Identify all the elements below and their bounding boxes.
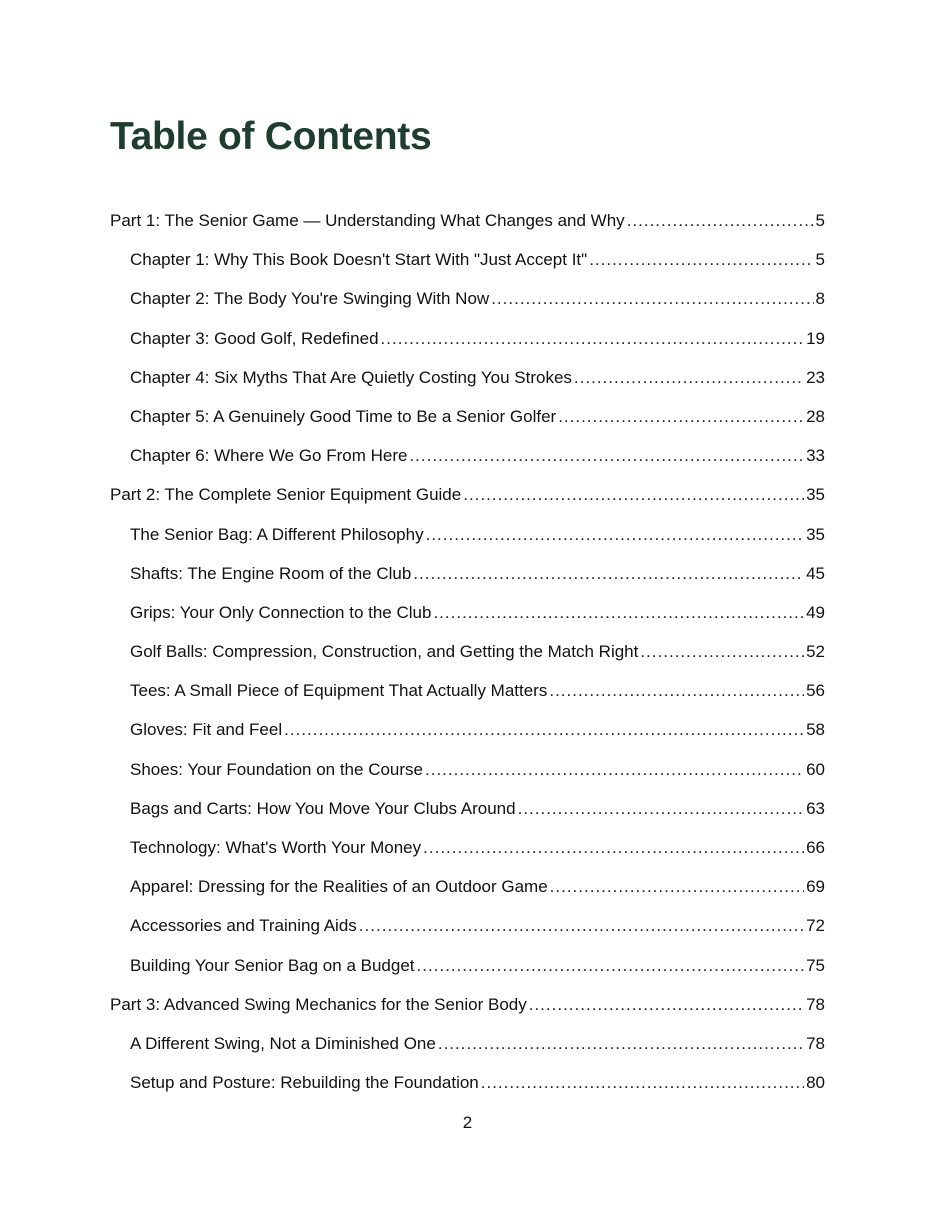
toc-chapter-entry[interactable]	[110, 870, 825, 909]
toc-entry-label: The Senior Bag: A Different Philosophy	[130, 524, 424, 544]
toc-list	[110, 204, 825, 1105]
toc-chapter-entry[interactable]	[110, 322, 825, 361]
toc-entry-label: Chapter 6: Where We Go From Here	[130, 446, 408, 466]
toc-chapter-entry[interactable]	[110, 635, 825, 674]
toc-entry-label: Grips: Your Only Connection to the Club	[130, 602, 432, 622]
toc-entry-label: Chapter 1: Why This Book Doesn't Start With "Just Accept It"	[130, 250, 588, 270]
toc-entry-label: Golf Balls: Compression, Construction, and Getting the Match Right	[130, 642, 639, 662]
toc-dot-leader	[381, 322, 805, 356]
toc-dot-leader	[558, 400, 804, 434]
toc-chapter-entry[interactable]	[110, 753, 825, 792]
toc-entry-label: Building Your Senior Bag on a Budget	[130, 955, 415, 975]
toc-entry-page-number: 60	[806, 759, 825, 779]
toc-entry-label: Gloves: Fit and Feel	[130, 720, 283, 740]
toc-entry-label: Tees: A Small Piece of Equipment That Actually Matters	[130, 681, 548, 701]
toc-entry-page-number: 28	[806, 406, 825, 426]
toc-entry-page-number: 72	[806, 916, 825, 936]
toc-entry-page-number: 78	[806, 1033, 825, 1053]
toc-entry-page-number: 35	[806, 485, 825, 505]
toc-entry-label: Technology: What's Worth Your Money	[130, 838, 422, 857]
toc-dot-leader	[640, 635, 804, 669]
toc-dot-leader	[550, 870, 804, 904]
toc-entry-page-number: 33	[806, 446, 825, 466]
toc-dot-leader	[426, 518, 804, 552]
toc-chapter-entry[interactable]	[110, 674, 825, 713]
toc-entry-page-number: 75	[806, 955, 825, 975]
toc-entry-label: Part 2: The Complete Senior Equipment Guide	[110, 485, 462, 505]
toc-chapter-entry[interactable]	[110, 400, 825, 439]
toc-entry-page-number: 56	[806, 681, 825, 701]
toc-entry-label: Part 3: Advanced Swing Mechanics for the Senior Body	[110, 994, 527, 1014]
toc-entry-page-number: 80	[806, 1073, 825, 1093]
toc-dot-leader	[284, 713, 804, 747]
toc-entry-label: Setup and Posture: Rebuilding the Foundation	[130, 1073, 479, 1093]
toc-dot-leader	[413, 557, 804, 591]
toc-entry-page-number: 19	[806, 328, 825, 348]
toc-chapter-entry[interactable]	[110, 909, 825, 948]
toc-entry-label: Apparel: Dressing for the Realities of an Outdoor Game	[130, 877, 548, 897]
toc-dot-leader	[463, 478, 804, 512]
toc-entry-label: Accessories and Training Aids	[130, 916, 357, 936]
toc-part-entry[interactable]	[110, 988, 825, 1027]
toc-entry-label: Chapter 5: A Genuinely Good Time to Be a Senior Golfer	[130, 406, 557, 426]
toc-chapter-entry[interactable]	[110, 1027, 825, 1066]
toc-dot-leader	[529, 988, 804, 1022]
toc-entry-page-number: 58	[806, 720, 825, 740]
toc-dot-leader	[417, 949, 805, 983]
toc-dot-leader	[627, 204, 814, 238]
toc-chapter-entry[interactable]	[110, 831, 825, 870]
toc-entry-label: A Different Swing, Not a Diminished One	[130, 1033, 436, 1053]
toc-dot-leader	[481, 1066, 804, 1100]
toc-entry-page-number: 45	[806, 563, 825, 583]
toc-dot-leader	[549, 674, 804, 708]
toc-entry-page-number: 63	[806, 798, 825, 818]
toc-entry-label: Shafts: The Engine Room of the Club	[130, 563, 412, 583]
toc-dot-leader	[518, 792, 804, 826]
toc-dot-leader	[359, 909, 804, 943]
toc-entry-page-number: 23	[806, 367, 825, 387]
page-number: 2	[462, 1113, 473, 1132]
toc-dot-leader	[491, 282, 813, 316]
toc-entry-label: Chapter 2: The Body You're Swinging With Now	[130, 289, 490, 309]
toc-dot-leader	[438, 1027, 804, 1061]
toc-chapter-entry[interactable]	[110, 518, 825, 557]
toc-entry-label: Chapter 3: Good Golf, Redefined	[130, 328, 379, 348]
toc-chapter-entry[interactable]	[110, 282, 825, 321]
toc-entry-page-number: 5	[815, 250, 825, 270]
toc-entry-page-number: 78	[806, 994, 825, 1014]
toc-dot-leader	[574, 361, 804, 395]
toc-chapter-entry[interactable]	[110, 557, 825, 596]
toc-entry-page-number: 52	[806, 642, 825, 662]
toc-dot-leader	[423, 831, 804, 865]
toc-chapter-entry[interactable]	[110, 361, 825, 400]
toc-chapter-entry[interactable]	[110, 792, 825, 831]
toc-entry-label: Part 1: The Senior Game — Understanding What Changes and Why	[110, 211, 625, 230]
toc-chapter-entry[interactable]	[110, 439, 825, 478]
toc-chapter-entry[interactable]	[110, 596, 825, 635]
toc-chapter-entry[interactable]	[110, 1066, 825, 1105]
toc-entry-page-number: 49	[806, 602, 825, 622]
toc-entry-label: Chapter 4: Six Myths That Are Quietly Costing You Strokes	[130, 367, 572, 387]
page-title: Table of Contents	[110, 115, 432, 158]
toc-entry-page-number: 35	[806, 524, 825, 544]
toc-entry-page-number: 69	[806, 877, 825, 897]
toc-entry-page-number: 5	[815, 211, 825, 230]
toc-part-entry[interactable]	[110, 478, 825, 517]
toc-dot-leader	[409, 439, 804, 473]
toc-entry-page-number: 66	[806, 838, 825, 857]
toc-part-entry[interactable]	[110, 204, 825, 243]
toc-chapter-entry[interactable]	[110, 949, 825, 988]
toc-chapter-entry[interactable]	[110, 713, 825, 752]
toc-entry-page-number: 8	[815, 289, 825, 309]
toc-dot-leader	[425, 753, 804, 787]
toc-dot-leader	[589, 243, 813, 277]
toc-entry-label: Shoes: Your Foundation on the Course	[130, 759, 423, 779]
toc-entry-label: Bags and Carts: How You Move Your Clubs Around	[130, 798, 516, 818]
toc-dot-leader	[433, 596, 804, 630]
toc-chapter-entry[interactable]	[110, 243, 825, 282]
